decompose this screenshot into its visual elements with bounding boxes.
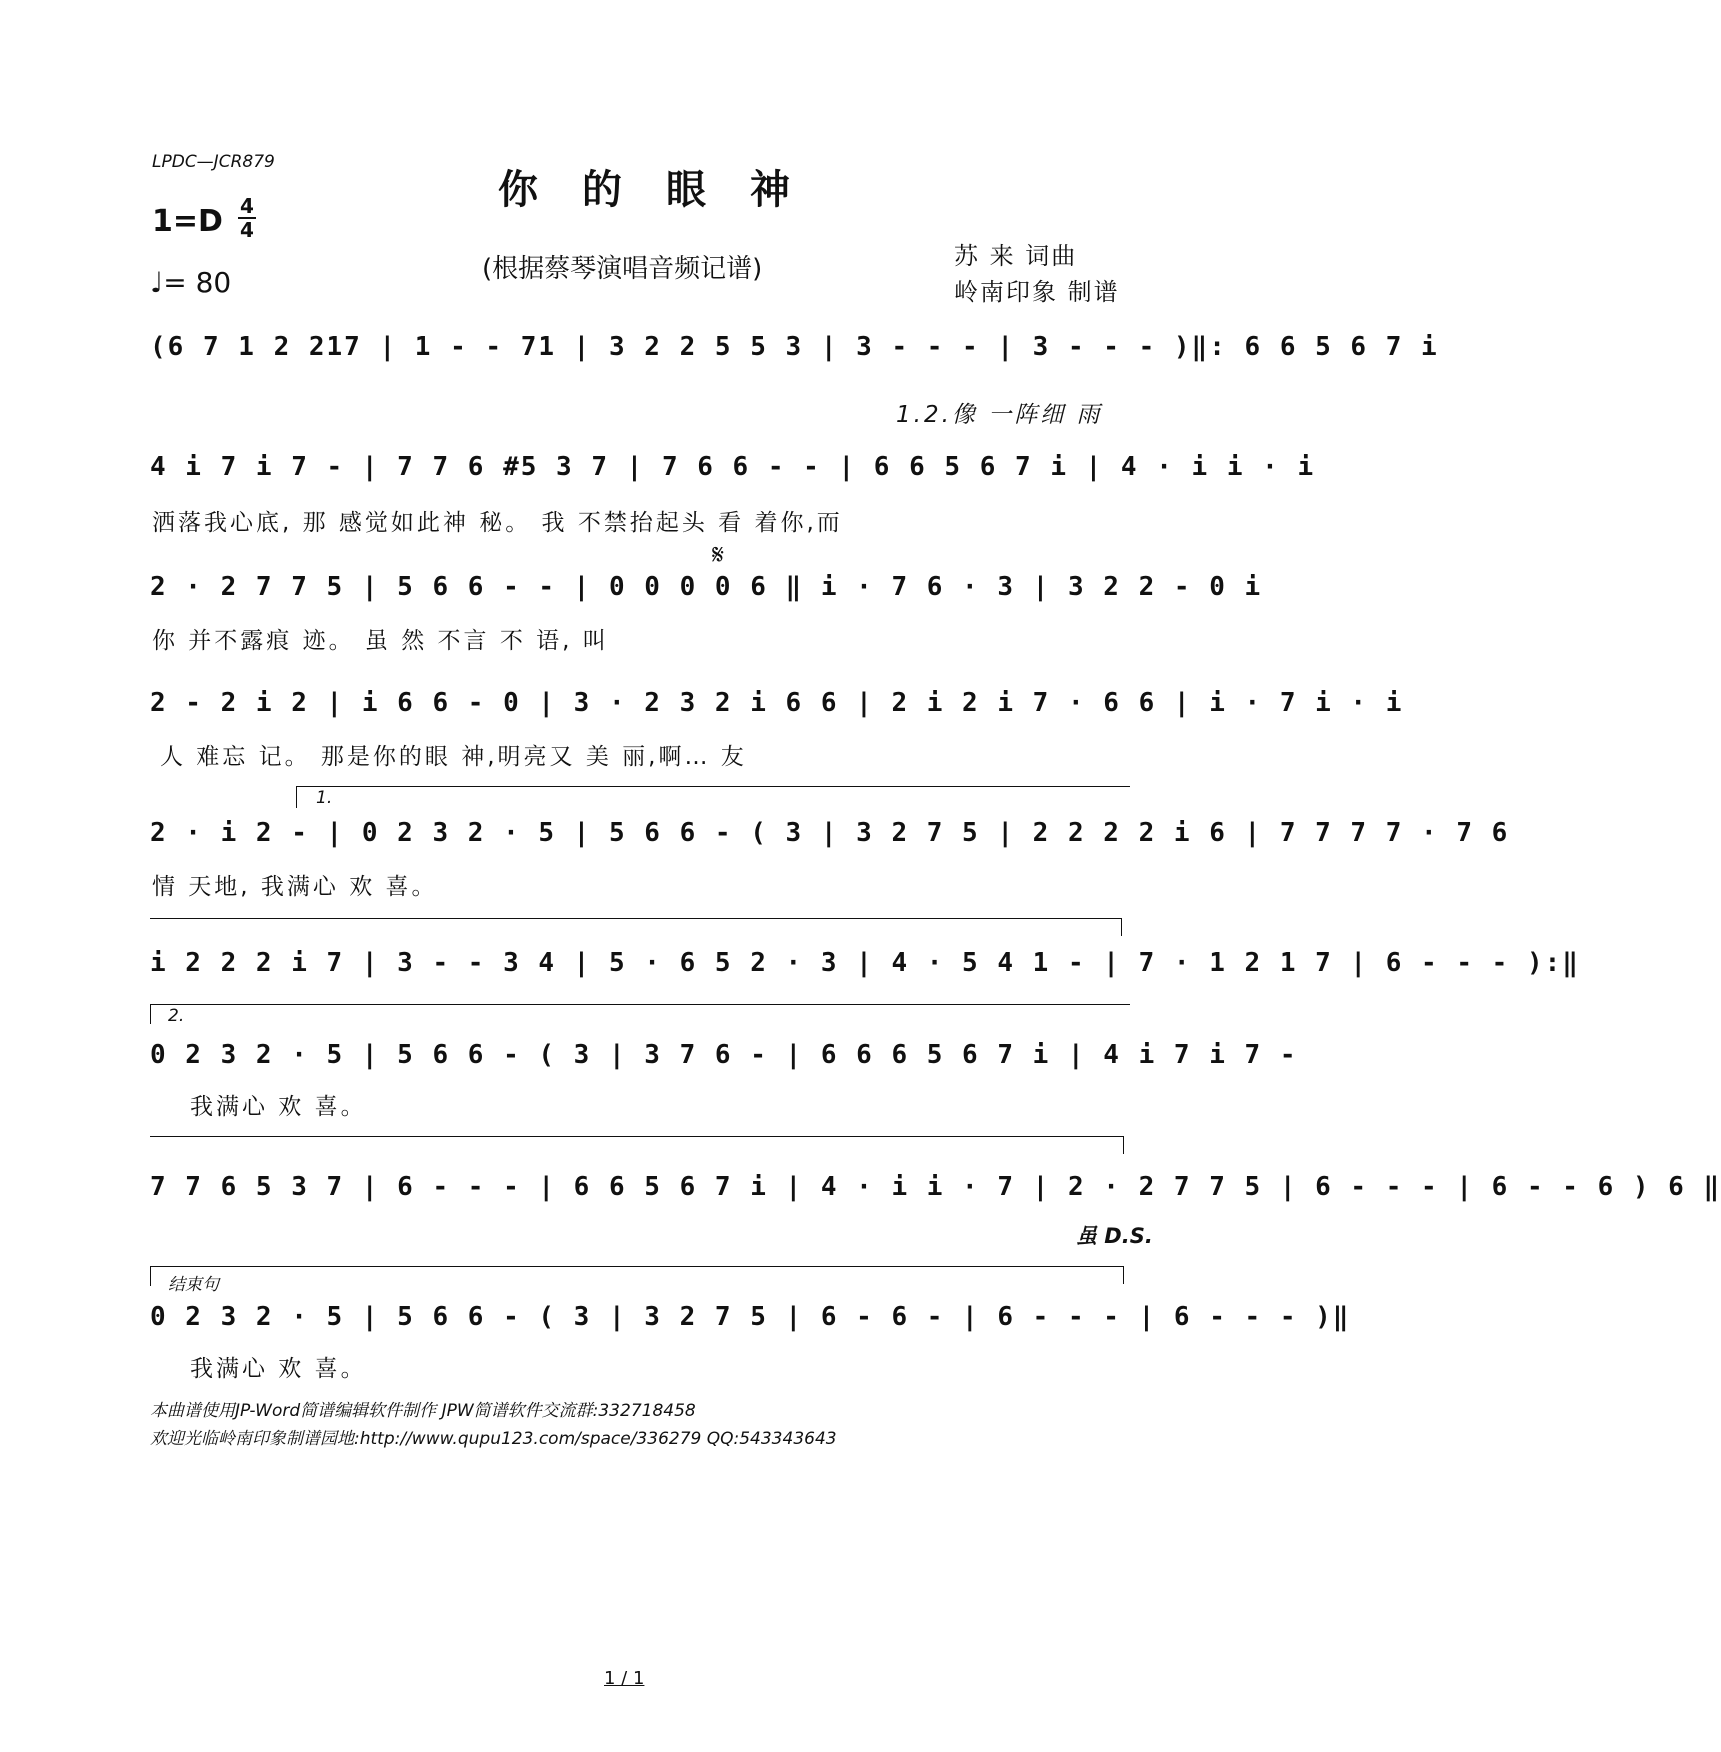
score-line-9: 0 2 3 2 · 5 | 5 6 6 - ( 3 | 3 2 7 5 | 6 - 6 - | 6 - - - | 6 - - - )‖ [150, 1302, 1351, 1332]
subtitle: (根据蔡琴演唱音频记谱) [482, 254, 763, 284]
lyricist-composer: 苏 来 词曲 [954, 242, 1078, 270]
segno-sign: 𝄋 [712, 538, 725, 571]
key-signature: 1=D [152, 204, 223, 239]
coda-label: 结束句 [168, 1275, 219, 1295]
lyric-line-7: 我满心 欢 喜。 [190, 1094, 367, 1120]
score-line-8: 7 7 6 5 3 7 | 6 - - - | 6 6 5 6 7 i | 4 · i i · 7 | 2 · 2 7 7 5 | 6 - - - | 6 - - 6 ) 6 ‖ [150, 1172, 1721, 1202]
time-signature [238, 196, 256, 240]
score-line-5: 2 · i 2 - | 0 2 3 2 · 5 | 5 6 6 - ( 3 | 3 2 7 5 | 2 2 2 2 i 6 | 7 7 7 7 · 7 6 [150, 818, 1510, 848]
score-line-6: i 2 2 2 i 7 | 3 - - 3 4 | 5 · 6 5 2 · 3 | 4 · 5 4 1 - | 7 · 1 2 1 7 | 6 - - - ):‖ [150, 948, 1580, 978]
time-signature-bottom: 4 [240, 218, 254, 242]
lyric-line-1: 1.2.像 一阵细 雨 [896, 402, 1103, 428]
footer-website-note: 欢迎光临岭南印象制谱园地:http://www.qupu123.com/space/336279 QQ:543343643 [150, 1429, 837, 1449]
score-line-1: (6 7 1 2 217 | 1 - - 71 | 3 2 2 5 5 3 | 3 - - - | 3 - - - )‖: 6 6 5 6 7 i [150, 332, 1439, 362]
lyric-line-2: 洒落我心底, 那 感觉如此神 秘。 我 不禁抬起头 看 着你,而 [152, 510, 843, 536]
page-number: 1 / 1 [604, 1668, 645, 1689]
score-line-4: 2 - 2 i 2 | i 6 6 - 0 | 3 · 2 3 2 i 6 6 | 2 i 2 i 7 · 6 6 | i · 7 i · i [150, 688, 1404, 718]
score-code: LPDC—JCR879 [152, 152, 275, 172]
lyric-line-3: 你 并不露痕 迹。 虽 然 不言 不 语, 叫 [152, 628, 609, 654]
song-title: 你的眼神 [498, 166, 834, 213]
footer-software-note: 本曲谱使用JP-Word简谱编辑软件制作 JPW简谱软件交流群:332718458 [150, 1401, 696, 1421]
score-line-2: 4 i 7 i 7 - | 7 7 6 #5 3 7 | 7 6 6 - - | 6 6 5 6 7 i | 4 · i i · i [150, 452, 1316, 482]
score-line-3: 2 · 2 7 7 5 | 5 6 6 - - | 0 0 0 0 6 ‖ i · 7 6 · 3 | 3 2 2 - 0 i [150, 572, 1263, 602]
lyric-line-9: 我满心 欢 喜。 [190, 1356, 367, 1382]
lyric-line-5: 情 天地, 我满心 欢 喜。 [152, 874, 438, 900]
ending-2-label: 2. [168, 1006, 185, 1026]
lyric-line-4: 人 难忘 记。 那是你的眼 神,明亮又 美 丽,啊… 友 [160, 744, 747, 770]
time-signature-top: 4 [240, 194, 254, 218]
ending-1-label: 1. [316, 788, 333, 808]
arranger: 岭南印象 制谱 [954, 278, 1120, 306]
score-line-7: 0 2 3 2 · 5 | 5 6 6 - ( 3 | 3 7 6 - | 6 6 6 5 6 7 i | 4 i 7 i 7 - [150, 1040, 1298, 1070]
ds-marking: 虽 D.S. [1076, 1224, 1153, 1248]
tempo-marking: ♩= 80 [150, 266, 232, 299]
